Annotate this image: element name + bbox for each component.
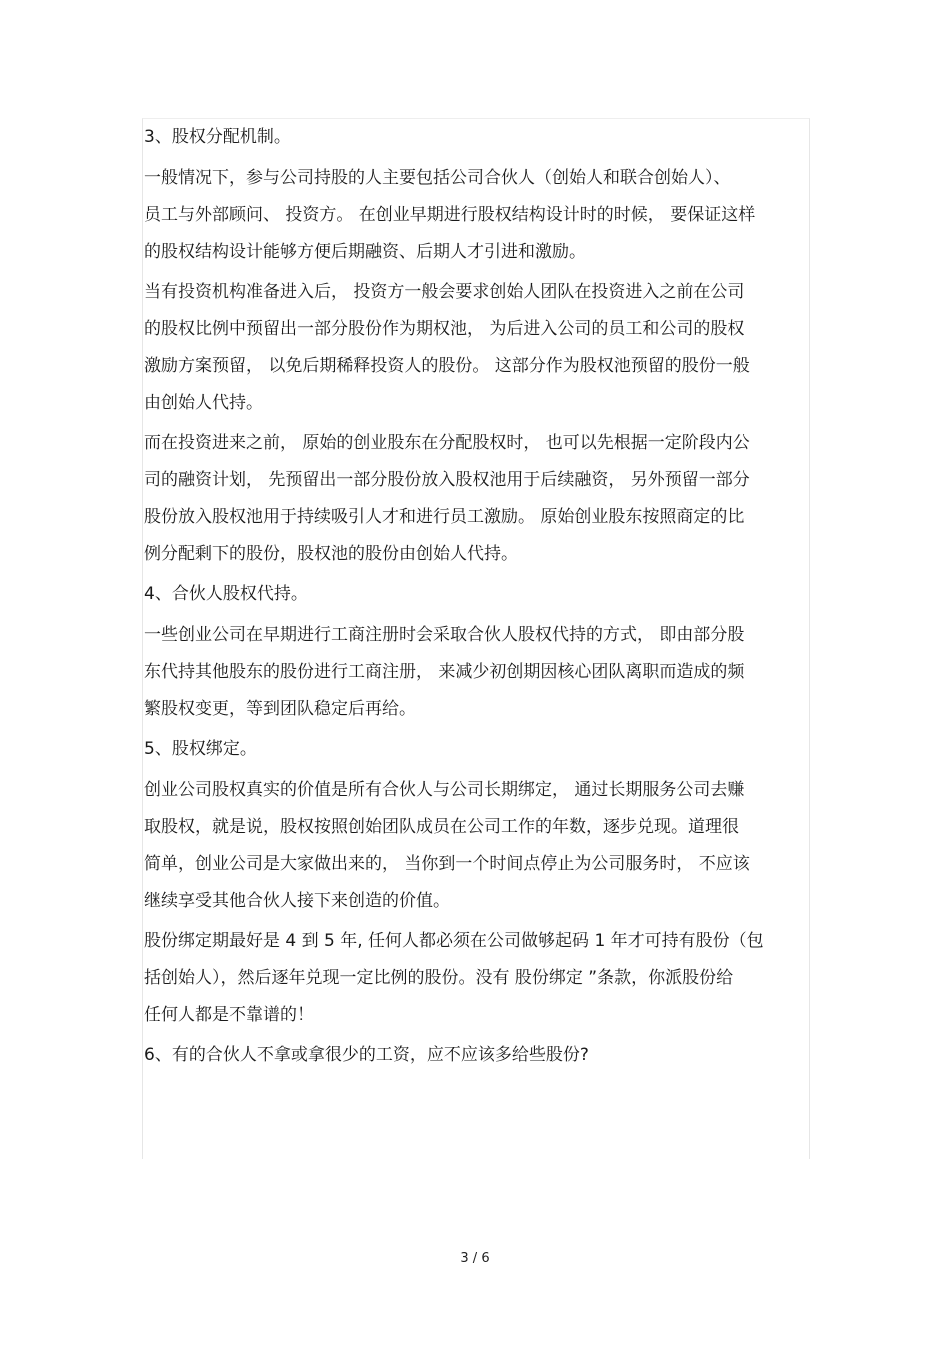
section-heading: 4、合伙人股权代持。 bbox=[144, 584, 308, 604]
paragraph-line: 繁股权变更，等到团队稳定后再给。 bbox=[144, 699, 416, 719]
paragraph-line: 当有投资机构准备进入后， 投资方一般会要求创始人团队在投资进入之前在公司 bbox=[144, 282, 745, 302]
paragraph bbox=[144, 430, 808, 567]
paragraph bbox=[144, 279, 808, 416]
paragraph-line: 创业公司股权真实的价值是所有合伙人与公司长期绑定， 通过长期服务公司去赚 bbox=[144, 780, 745, 800]
paragraph-line: 由创始人代持。 bbox=[144, 393, 263, 413]
paragraph-line: 简单，创业公司是大家做出来的， 当你到一个时间点停止为公司服务时， 不应该 bbox=[144, 854, 750, 874]
paragraph bbox=[144, 928, 808, 1028]
paragraph-line: 取股权，就是说，股权按照创始团队成员在公司工作的年数，逐步兑现。道理很 bbox=[144, 817, 739, 837]
paragraph bbox=[144, 622, 808, 722]
paragraph-line: 东代持其他股东的股份进行工商注册， 来减少初创期因核心团队离职而造成的频 bbox=[144, 662, 745, 682]
paragraph-line: 继续享受其他合伙人接下来创造的价值。 bbox=[144, 891, 450, 911]
paragraph-line: 股份放入股权池用于持续吸引人才和进行员工激励。 原始创业股东按照商定的比 bbox=[144, 507, 745, 527]
paragraph bbox=[144, 777, 808, 914]
paragraph-line: 激励方案预留， 以免后期稀释投资人的股份。 这部分作为股权池预留的股份一般 bbox=[144, 356, 750, 376]
paragraph-line: 的股权结构设计能够方便后期融资、后期人才引进和激励。 bbox=[144, 242, 586, 262]
paragraph-line: 括创始人），然后逐年兑现一定比例的股份。没有 股份绑定 ”条款，你派股份给 bbox=[144, 968, 734, 988]
paragraph-line: 的股权比例中预留出一部分股份作为期权池， 为后进入公司的员工和公司的股权 bbox=[144, 319, 745, 339]
paragraph-line: 员工与外部顾问、 投资方。 在创业早期进行股权结构设计时的时候， 要保证这样 bbox=[144, 205, 756, 225]
paragraph-line: 一般情况下，参与公司持股的人主要包括公司合伙人（创始人和联合创始人）、 bbox=[144, 168, 731, 188]
paragraph-line: 而在投资进来之前， 原始的创业股东在分配股权时， 也可以先根据一定阶段内公 bbox=[144, 433, 750, 453]
section-heading: 3、股权分配机制。 bbox=[144, 127, 291, 147]
section-heading: 5、股权绑定。 bbox=[144, 739, 257, 759]
paragraph-line: 司的融资计划， 先预留出一部分股份放入股权池用于后续融资， 另外预留一部分 bbox=[144, 470, 750, 490]
paragraph-line: 股份绑定期最好是 4 到 5 年, 任何人都必须在公司做够起码 1 年才可持有股份（包 bbox=[144, 931, 764, 951]
paragraph-line: 例分配剩下的股份，股权池的股份由创始人代持。 bbox=[144, 544, 518, 564]
document-body bbox=[144, 124, 808, 1083]
page-number: 3 / 6 bbox=[460, 1251, 490, 1266]
paragraph bbox=[144, 165, 808, 265]
paragraph-line: 任何人都是不靠谱的！ bbox=[144, 1005, 314, 1025]
section-heading: 6、有的合伙人不拿或拿很少的工资，应不应该多给些股份? bbox=[144, 1045, 589, 1065]
paragraph-line: 一些创业公司在早期进行工商注册时会采取合伙人股权代持的方式， 即由部分股 bbox=[144, 625, 745, 645]
